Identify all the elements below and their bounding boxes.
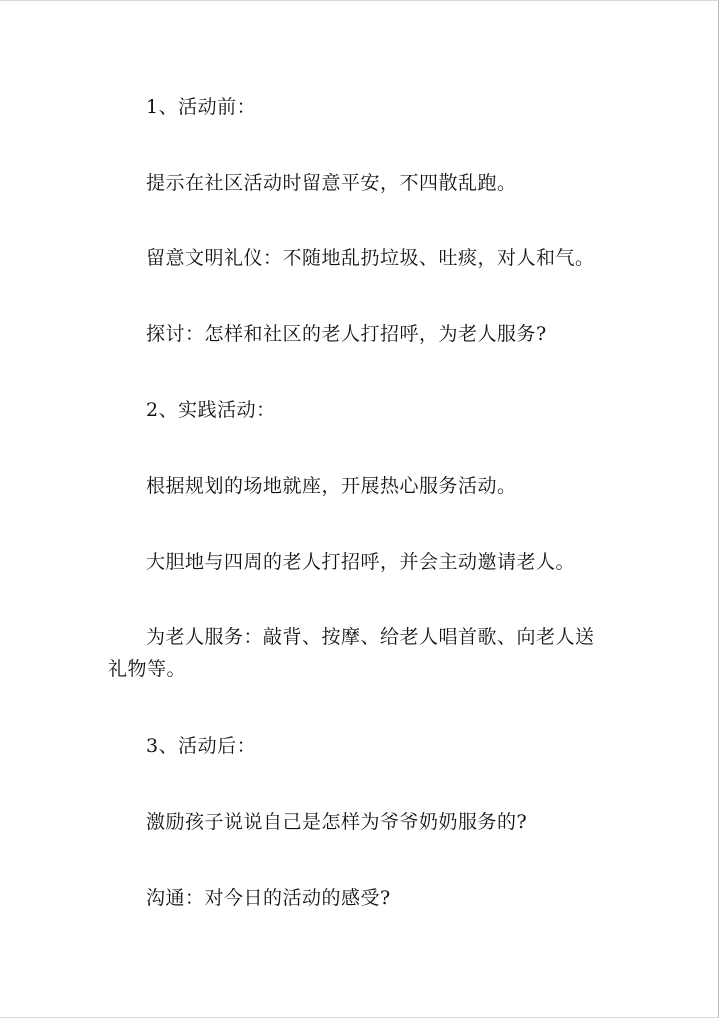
section-heading-practice: 2、实践活动： — [146, 399, 276, 421]
paragraph: 大胆地与四周的老人打招呼，并会主动邀请老人。 — [146, 551, 576, 573]
paragraph: 根据规划的场地就座，开展热心服务活动。 — [146, 475, 517, 497]
paragraph: 提示在社区活动时留意平安，不四散乱跑。 — [146, 172, 517, 194]
section-heading-after: 3、活动后： — [146, 735, 257, 757]
section-heading-before: 1、活动前： — [146, 96, 257, 118]
paragraph: 为老人服务：敲背、按摩、给老人唱首歌、向老人送礼物等。 — [108, 626, 595, 680]
paragraph: 沟通：对今日的活动的感受? — [146, 887, 391, 909]
paragraph: 激励孩子说说自己是怎样为爷爷奶奶服务的? — [146, 811, 528, 833]
paragraph: 留意文明礼仪：不随地乱扔垃圾、吐痰，对人和气。 — [146, 247, 595, 269]
paragraph: 探讨：怎样和社区的老人打招呼，为老人服务? — [146, 323, 547, 345]
